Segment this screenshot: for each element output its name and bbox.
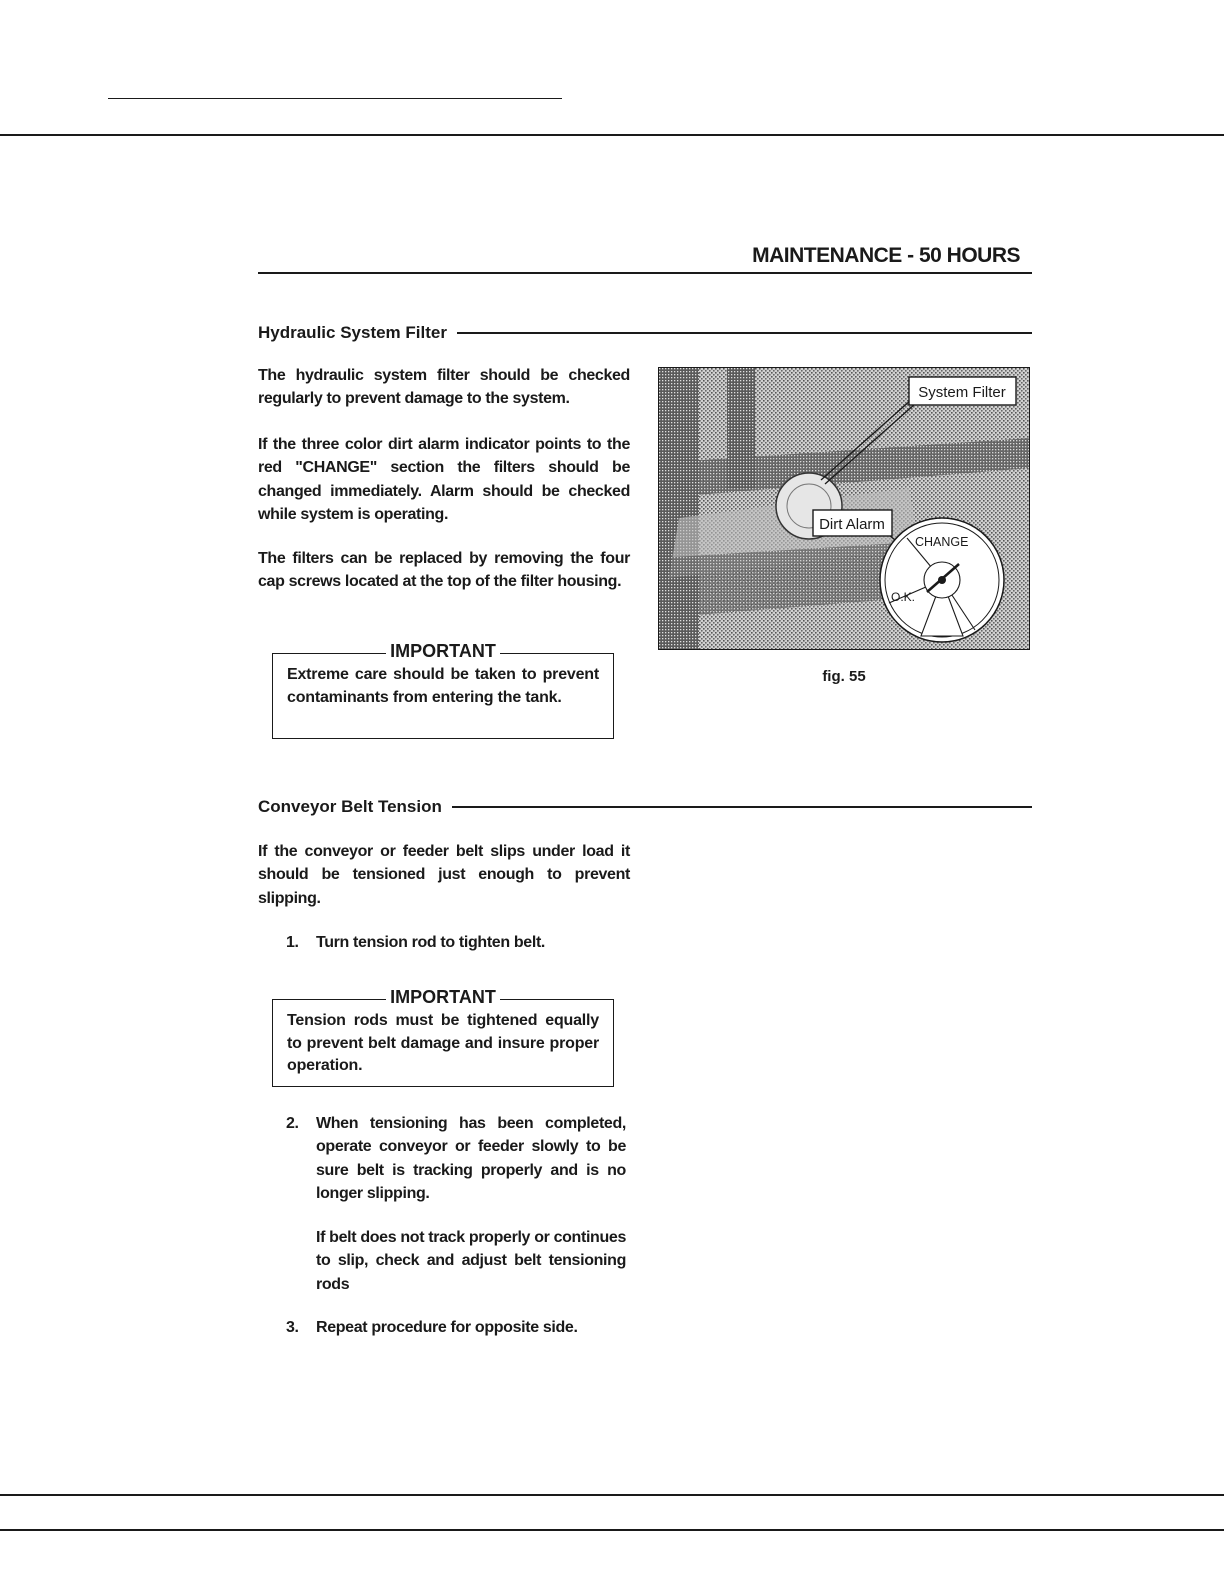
- step-text: Repeat procedure for opposite side.: [316, 1319, 578, 1336]
- figure-caption: fig. 55: [822, 668, 866, 685]
- important-box-tension-rods: [272, 987, 614, 1087]
- hydraulic-paragraph-3: The filters can be replaced by removing the four cap screws located at the top of the filter housing.: [258, 550, 630, 591]
- gauge-pivot: [938, 576, 946, 584]
- bottom-page-rule-2: [0, 1529, 1224, 1531]
- important-text: Tension rods must be tightened equally to prevent belt damage and insure proper operation.: [287, 1012, 599, 1074]
- conveyor-section-heading: [258, 796, 1032, 818]
- step-2-note: If belt does not track properly or continues to slip, check and adjust belt tensioning rods: [316, 1229, 626, 1293]
- important-text: Extreme care should be taken to prevent contaminants from entering the tank.: [287, 666, 599, 706]
- step-number: 1.: [286, 934, 299, 951]
- hydraulic-heading-text: Hydraulic System Filter: [258, 323, 447, 342]
- conveyor-heading-text: Conveyor Belt Tension: [258, 797, 442, 816]
- figure-photo: [658, 367, 1030, 650]
- heading-rule: [452, 806, 1032, 808]
- step-number: 3.: [286, 1319, 299, 1336]
- step-text: Turn tension rod to tighten belt.: [316, 934, 546, 951]
- conveyor-intro: If the conveyor or feeder belt slips under load it should be tensioned just enough to prevent slipping.: [258, 843, 630, 907]
- hydraulic-paragraph-1: The hydraulic system filter should be checked regularly to prevent damage to the system.: [258, 367, 630, 408]
- hydraulic-section-heading: [258, 322, 1032, 344]
- hydraulic-paragraph-2: If the three color dirt alarm indicator points to the red "CHANGE" section the filters should be changed immediately. Alarm should be checked while system is operating.: [258, 436, 630, 523]
- filter-photo-illustration: [659, 368, 1030, 650]
- important-label: IMPORTANT: [386, 987, 500, 1007]
- step-2: [286, 1112, 626, 1205]
- step-3: [286, 1316, 626, 1339]
- top-page-rule: [0, 134, 1224, 136]
- page-title: MAINTENANCE - 50 HOURS: [752, 244, 1020, 267]
- dirt-alarm-label: Dirt Alarm: [819, 516, 885, 533]
- bottom-page-rule-1: [0, 1494, 1224, 1496]
- gauge-change-label: CHANGE: [915, 535, 969, 549]
- important-box-contaminants: [272, 641, 614, 739]
- top-short-rule: [108, 98, 562, 99]
- heading-rule: [457, 332, 1032, 334]
- gauge-ok-label: O.K.: [891, 590, 916, 604]
- important-label: IMPORTANT: [386, 641, 500, 661]
- step-1: [286, 931, 626, 954]
- title-underline: [258, 272, 1032, 274]
- step-number: 2.: [286, 1115, 299, 1132]
- step-text: When tensioning has been completed, operate conveyor or feeder slowly to be sure belt is tracking properly and is no longer slipping.: [316, 1115, 626, 1202]
- system-filter-label: System Filter: [918, 384, 1006, 401]
